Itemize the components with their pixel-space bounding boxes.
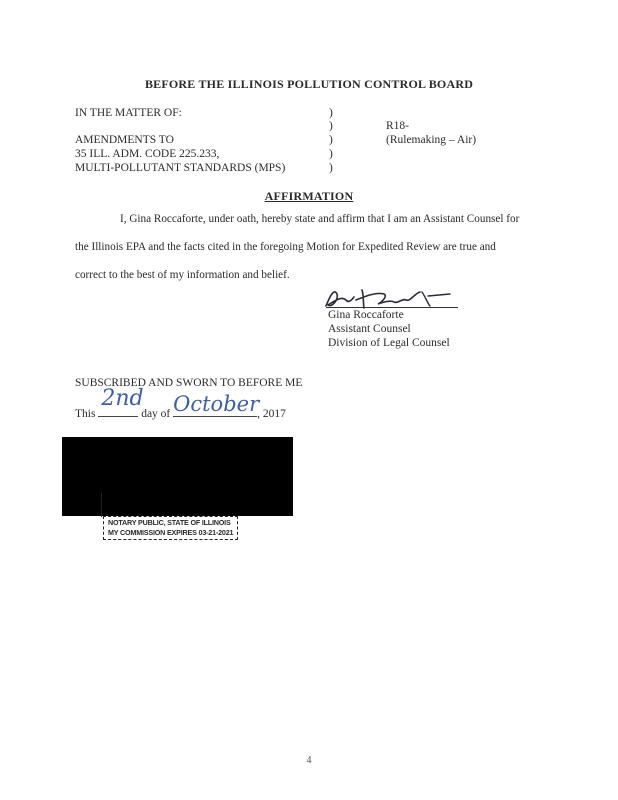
caption-line-2: 35 ILL. ADM. CODE 225.233, (75, 148, 220, 160)
caption-bracket: ) (329, 120, 333, 132)
affirmation-line-3: correct to the best of my information and belief. (75, 269, 290, 281)
affirmation-line-1: I, Gina Roccaforte, under oath, hereby state and affirm that I am an Assistant Counsel for (120, 213, 520, 225)
subscribed-sworn: SUBSCRIBED AND SWORN TO BEFORE ME (75, 377, 303, 389)
year-label: , 2017 (257, 408, 286, 420)
signature-line (326, 307, 458, 308)
day-blank (98, 386, 144, 417)
caption-line-1: AMENDMENTS TO (75, 134, 174, 146)
stamp-line-1: NOTARY PUBLIC, STATE OF ILLINOIS (108, 518, 231, 527)
docket-number: R18- (386, 120, 409, 132)
notary-stamp (103, 516, 238, 540)
month-blank (173, 392, 260, 417)
stamp-line-2: MY COMMISSION EXPIRES 03-21-2021 (108, 528, 234, 537)
handwritten-month: October (173, 392, 260, 416)
caption-bracket: ) (329, 134, 333, 146)
caption-bracket: ) (329, 148, 333, 160)
affirmation-line-2: the Illinois EPA and the facts cited in the foregoing Motion for Expedited Review are true and (75, 241, 496, 253)
signer-title: Assistant Counsel (328, 323, 411, 335)
signer-division: Division of Legal Counsel (328, 337, 450, 349)
caption-line-3: MULTI-POLLUTANT STANDARDS (MPS) (75, 162, 286, 174)
in-the-matter-label: IN THE MATTER OF: (75, 107, 182, 119)
stamp-edge (101, 493, 102, 517)
day-of-label: day of (141, 408, 171, 420)
docket-type: (Rulemaking – Air) (386, 134, 477, 146)
notary-date-line (75, 386, 286, 420)
affirmation-heading: AFFIRMATION (264, 189, 354, 203)
this-label: This (75, 408, 96, 420)
page-number: 4 (306, 755, 312, 766)
handwritten-day: 2nd (101, 386, 144, 411)
caption-bracket: ) (329, 107, 333, 119)
caption-bracket: ) (329, 162, 333, 174)
redaction-box (62, 437, 293, 516)
signer-name: Gina Roccaforte (328, 309, 404, 321)
board-title: BEFORE THE ILLINOIS POLLUTION CONTROL BOARD (144, 77, 474, 91)
